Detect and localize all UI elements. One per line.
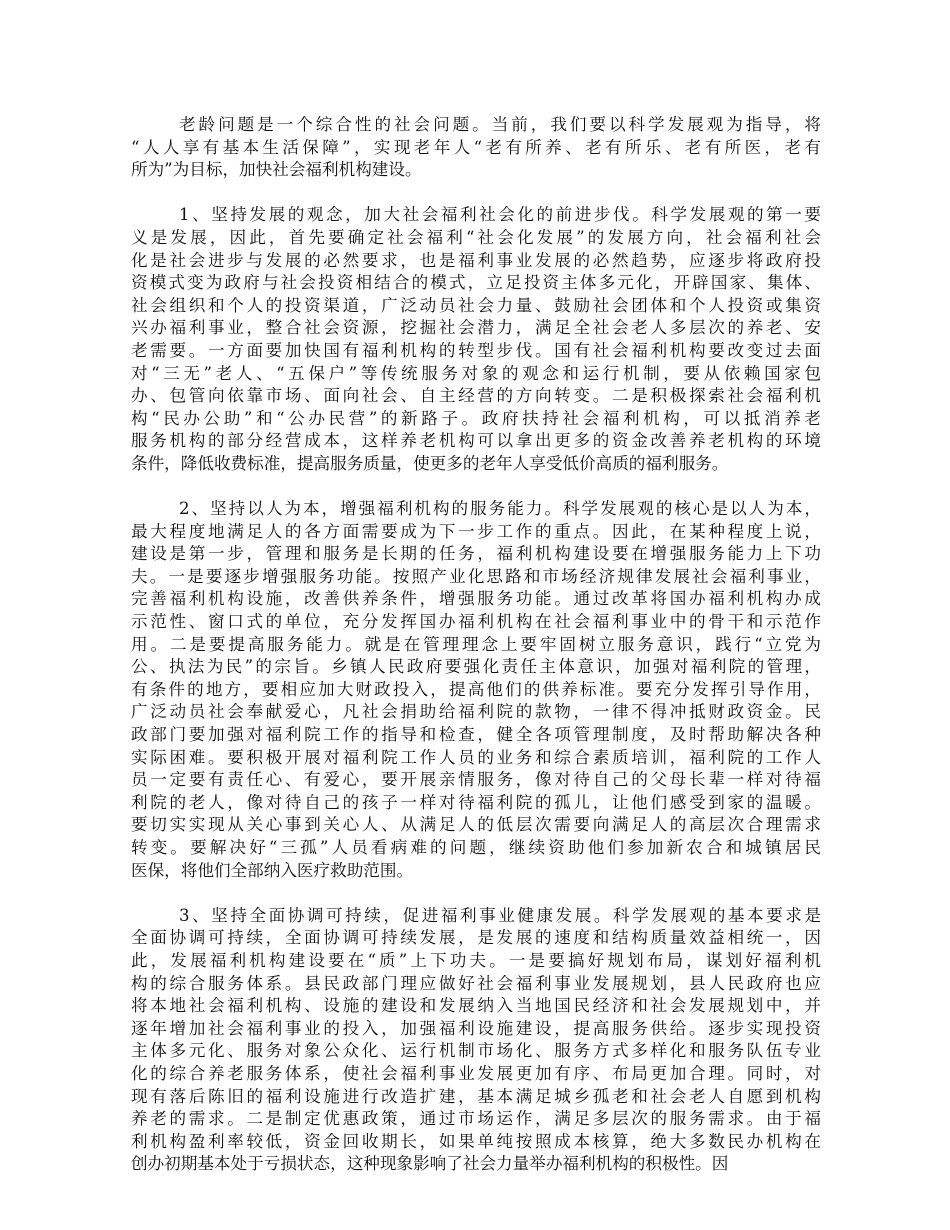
text-line: 员一定要有责任心、有爱心，要开展亲情服务，像对待自己的父母长辈一样对待福 xyxy=(131,770,821,790)
text-line: 用。二是要提高服务能力。就是在管理理念上要牢固树立服务意识，践行“立党为 xyxy=(131,634,821,654)
text-line: 化的综合养老服务体系，使社会福利事业发展更加有序、布局更加合理。同时，对 xyxy=(131,1063,821,1083)
document-page xyxy=(131,114,821,1199)
text-line: 老需要。一方面要加快国有福利机构的转型步伐。国有社会福利机构要改变过去面 xyxy=(131,340,821,360)
text-line: 建设是第一步，管理和服务是长期的任务，福利机构建设要在增强服务能力上下功 xyxy=(131,544,821,564)
text-line: 所为”为目标，加快社会福利机构建设。 xyxy=(131,160,422,180)
text-line: 政部门要加强对福利院工作的指导和检查，健全各项管理制度，及时帮助解决各种 xyxy=(131,725,821,745)
text-line: 义是发展，因此，首先要确定社会福利“社会化发展”的发展方向，社会福利社会 xyxy=(131,227,821,247)
text-line: 社会组织和个人的投资渠道，广泛动员社会力量、鼓励社会团体和个人投资或集资 xyxy=(131,295,821,315)
text-line: 医保，将他们全部纳入医疗救助范围。 xyxy=(131,860,414,880)
paragraph xyxy=(131,498,821,882)
text-line: 创办初期基本处于亏损状态，这种现象影响了社会力量举办福利机构的积极性。因 xyxy=(131,1154,729,1174)
text-line: 最大程度地满足人的各方面需要成为下一步工作的重点。因此，在某种程度上说， xyxy=(131,521,821,541)
text-line: 夫。一是要逐步增强服务功能。按照产业化思路和市场经济规律发展社会福利事业， xyxy=(131,566,821,586)
paragraph xyxy=(131,905,821,1176)
text-line: 主体多元化、服务对象公众化、运行机制市场化、服务方式多样化和服务队伍专业 xyxy=(131,1041,821,1061)
text-line: 3、坚持全面协调可持续，促进福利事业健康发展。科学发展观的基本要求是 xyxy=(179,905,821,925)
paragraph xyxy=(131,114,821,182)
text-line: 此，发展福利机构建设要在“质”上下功夫。一是要搞好规划布局，谋划好福利机 xyxy=(131,950,821,970)
text-line: 要切实实现从关心事到关心人、从满足人的低层次需要向满足人的高层次合理需求 xyxy=(131,815,821,835)
text-line: 办、包管向依靠市场、面向社会、自主经营的方向转变。二是积极探索社会福利机 xyxy=(131,386,821,406)
text-line: 养老的需求。二是制定优惠政策，通过市场运作，满足多层次的服务需求。由于福 xyxy=(131,1109,821,1129)
text-line: 对“三无”老人、“五保户”等传统服务对象的观念和运行机制，要从依赖国家包 xyxy=(131,363,821,383)
text-line: 老龄问题是一个综合性的社会问题。当前，我们要以科学发展观为指导，将 xyxy=(179,115,821,134)
text-line: 利院的老人，像对待自己的孩子一样对待福利院的孤儿，让他们感受到家的温暖。 xyxy=(131,792,821,812)
text-line: 资模式变为政府与社会投资相结合的模式，立足投资主体多元化，开辟国家、集体、 xyxy=(131,273,821,293)
text-line: 有条件的地方，要相应加大财政投入，提高他们的供养标准。要充分发挥引导作用， xyxy=(131,679,821,699)
text-line: 1、坚持发展的观念，加大社会福利社会化的前进步伐。科学发展观的第一要 xyxy=(179,205,821,225)
text-line: 公、执法为民”的宗旨。乡镇人民政府要强化责任主体意识，加强对福利院的管理， xyxy=(131,657,821,677)
text-line: 将本地社会福利机构、设施的建设和发展纳入当地国民经济和社会发展规划中，并 xyxy=(131,996,821,1016)
text-line: 构“民办公助”和“公办民营”的新路子。政府扶持社会福利机构，可以抵消养老 xyxy=(131,408,821,428)
text-line: 2、坚持以人为本，增强福利机构的服务能力。科学发展观的核心是以人为本， xyxy=(179,499,821,519)
text-line: 逐年增加社会福利事业的投入，加强福利设施建设，提高服务供给。逐步实现投资 xyxy=(131,1018,821,1038)
text-line: 条件，降低收费标准，提高服务质量，使更多的老年人享受低价高质的福利服务。 xyxy=(131,453,729,473)
text-line: 服务机构的部分经营成本，这样养老机构可以拿出更多的资金改善养老机构的环境 xyxy=(131,431,821,451)
text-line: 构的综合服务体系。县民政部门理应做好社会福利事业发展规划，县人民政府也应 xyxy=(131,973,821,993)
text-line: 全面协调可持续，全面协调可持续发展，是发展的速度和结构质量效益相统一，因 xyxy=(131,928,821,948)
text-line: 实际困难。要积极开展对福利院工作人员的业务和综合素质培训，福利院的工作人 xyxy=(131,747,821,767)
text-line: 转变。要解决好“三孤”人员看病难的问题，继续资助他们参加新农合和城镇居民 xyxy=(131,838,821,857)
text-line: 利机构盈利率较低，资金回收期长，如果单纯按照成本核算，绝大多数民办机构在 xyxy=(131,1131,821,1151)
text-line: 完善福利机构设施，改善供养条件，增强服务功能。通过改革将国办福利机构办成 xyxy=(131,589,821,609)
text-line: “人人享有基本生活保障”，实现老年人“老有所养、老有所乐、老有所医，老有 xyxy=(131,137,821,157)
paragraph xyxy=(131,204,821,475)
text-line: 广泛动员社会奉献爱心，凡社会捐助给福利院的款物，一律不得冲抵财政资金。民 xyxy=(131,702,821,722)
text-line: 化是社会进步与发展的必然要求，也是福利事业发展的必然趋势，应逐步将政府投 xyxy=(131,250,821,270)
text-line: 现有落后陈旧的福利设施进行改造扩建，基本满足城乡孤老和社会老人自愿到机构 xyxy=(131,1086,821,1106)
text-line: 示范性、窗口式的单位，充分发挥国办福利机构在社会福利事业中的骨干和示范作 xyxy=(131,612,821,632)
text-line: 兴办福利事业，整合社会资源，挖掘社会潜力，满足全社会老人多层次的养老、安 xyxy=(131,318,821,338)
